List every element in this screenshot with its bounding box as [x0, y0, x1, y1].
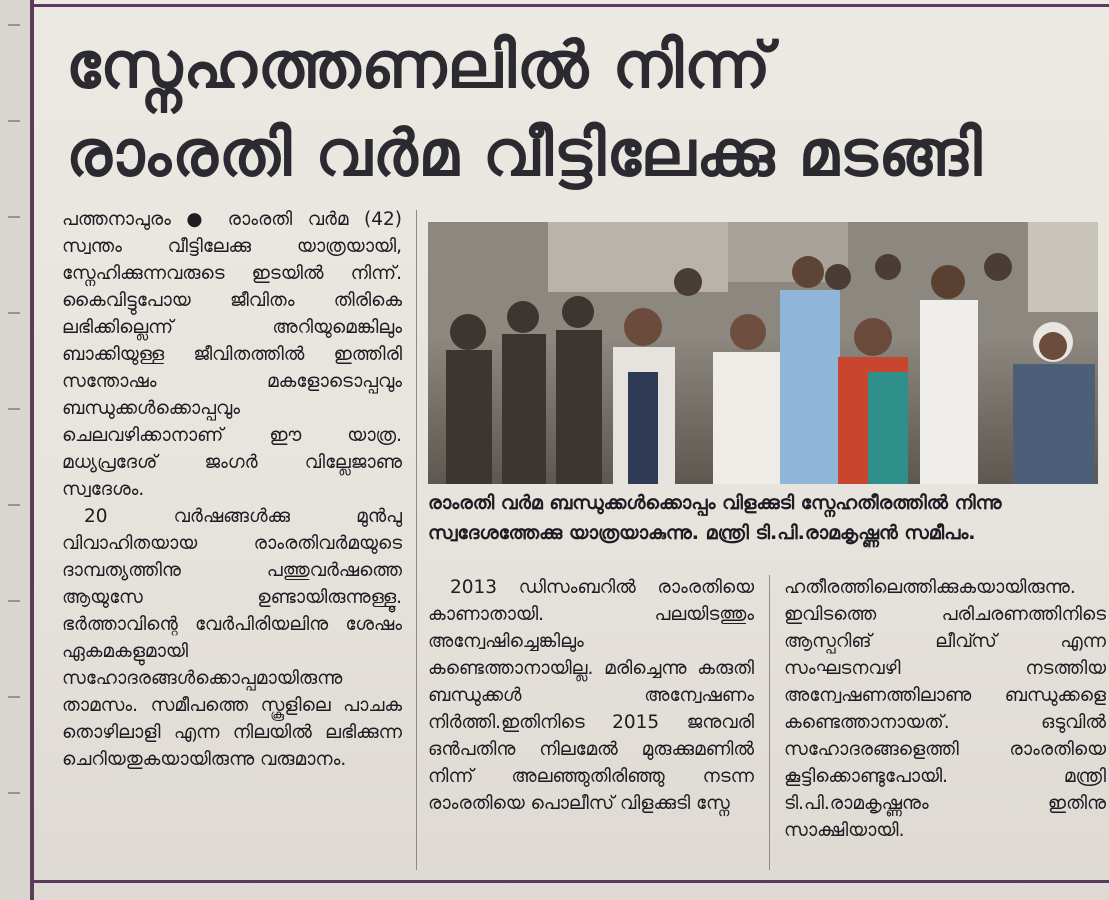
margin-tick — [8, 696, 20, 698]
article-column-3 — [784, 574, 1106, 844]
column-rule — [416, 210, 417, 870]
column-rule — [769, 575, 770, 870]
frame-top-border — [30, 4, 1109, 7]
group-photo — [428, 222, 1098, 484]
margin-tick — [8, 216, 20, 218]
margin-tick — [8, 408, 20, 410]
frame-left-border — [30, 0, 34, 900]
article-column-2 — [428, 574, 754, 817]
photo-caption: രാംരതി വർമ ബന്ധുക്കൾക്കൊപ്പം വിളക്കുടി സ്നേഹതീരത്തിൽ നിന്നു സ്വദേശത്തേക്കു യാത്രയാകുന്നു. മന്ത്രി ടി.പി.രാമകൃഷ്ണൻ സമീപം. — [428, 492, 1002, 544]
column-1-paragraph-2: 20 വർഷങ്ങൾക്കു മുൻപു വിവാഹിതയായ രാംരതിവർമയുടെ ദാമ്പത്യത്തിനു പത്തുവർഷത്തെ ആയുസേ ഉണ്ടായിരുന്നുള്ളൂ. ഭർത്താവിന്റെ വേർപിരിയലിനു ശേഷം ഏകമകളുമായി സഹോദരങ്ങൾക്കൊപ്പമായിരുന്നു താമസം. സമീപത്തെ സ്കൂളിലെ പാചക തൊഴിലാളി എന്ന നിലയിൽ ലഭിക്കുന്ന ചെറിയതുകയായിരുന്നു വരുമാനം. — [62, 506, 402, 770]
margin-tick — [8, 120, 20, 122]
column-1-paragraph-1: പത്തനാപുരം ● രാംരതി വർമ (42) സ്വന്തം വീട്ടിലേക്കു യാത്രയായി, സ്നേഹിക്കുന്നവരുടെ ഇടയിൽ നിന്ന്. കൈവിട്ടുപോയ ജീവിതം തിരികെ ലഭിക്കില്ലെന്ന് അറിയുമെങ്കിലും ബാക്കിയുള്ള ജീവിതത്തിൽ ഇത്തിരി സന്തോഷം മകളോടൊപ്പവും ബന്ധുക്കൾക്കൊപ്പവും ചെലവഴിക്കാനാണ് ഈ യാത്ര. മധ്യപ്രദേശ് ജംഗർ വില്ലേജാണു സ്വദേശം. — [62, 209, 402, 500]
margin-tick — [8, 24, 20, 26]
article-headline — [66, 22, 1086, 198]
margin-tick — [8, 600, 20, 602]
article-column-1 — [62, 206, 402, 773]
left-margin-strip — [0, 0, 30, 900]
margin-tick — [8, 312, 20, 314]
column-3-paragraph: ഹതീരത്തിലെത്തിക്കുകയായിരുന്നു. ഇവിടത്തെ പരിചരണത്തിനിടെ ആസ്പറിങ് ലീവ്സ് എന്ന സംഘടനവഴി നടത്തിയ അന്വേഷണത്തിലാണു ബന്ധുക്കളെ കണ്ടെത്താനായത്. ഒടുവിൽ സഹോദരങ്ങളെത്തി രാംരതിയെ കൂട്ടിക്കൊണ്ടുപോയി. മന്ത്രി ടി.പി.രാമകൃഷ്ണനും ഇതിനു സാക്ഷിയായി. — [784, 577, 1106, 841]
headline-line-1: സ്നേഹത്തണലിൽ നിന്ന് — [66, 29, 772, 103]
headline-line-2: രാംരതി വർമ വീട്ടിലേക്കു മടങ്ങി — [66, 117, 983, 191]
margin-tick — [8, 792, 20, 794]
margin-tick — [8, 504, 20, 506]
group-photo-image — [428, 222, 1098, 484]
frame-bottom-border — [30, 880, 1109, 883]
column-2-paragraph: 2013 ഡിസംബറിൽ രാംരതിയെ കാണാതായി. പലയിടത്തും അന്വേഷിച്ചെങ്കിലും കണ്ടെത്താനായില്ല. മരിച്ചെന്നു കരുതി ബന്ധുക്കൾ അന്വേഷണം നിർത്തി.ഇതിനിടെ 2015 ജനുവരി ഒൻപതിനു നിലമേൽ മുരുക്കുമണിൽ നിന്ന് അലഞ്ഞുതിരിഞ്ഞു നടന്ന രാംരതിയെ പൊലീസ് വിളക്കുടി സ്നേ — [428, 577, 754, 814]
